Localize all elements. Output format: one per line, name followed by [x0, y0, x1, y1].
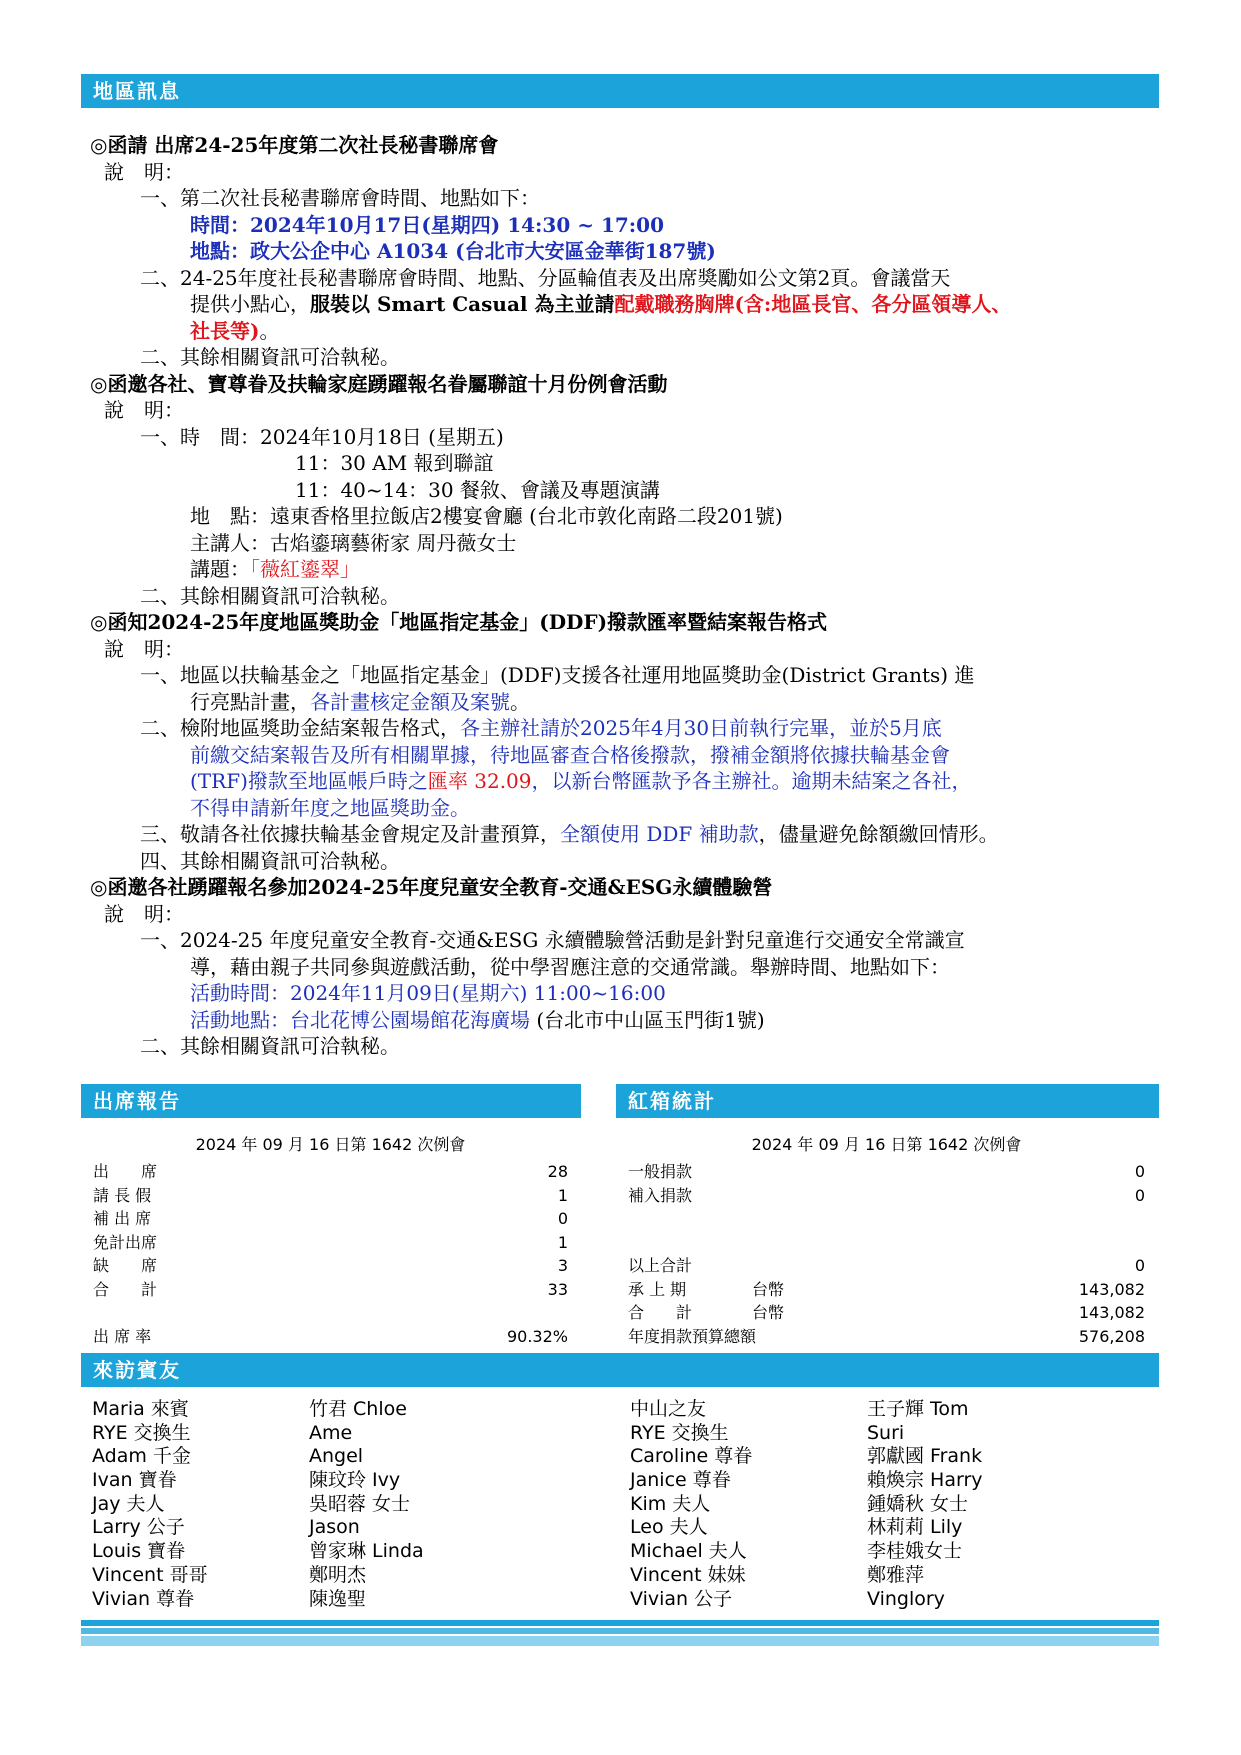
section-header-district: 地區訊息 — [81, 74, 1159, 108]
list-item: Kim 夫人 — [630, 1492, 711, 1515]
notice-text: 一、2024-25 年度兒童安全教育-交通&ESG 永續體驗營活動是針對兒童進行交通安全常識宣 — [140, 928, 965, 952]
notice-title: ◎函知2024-25年度地區獎助金「地區指定基金」(DDF)撥款匯率暨結案報告格式 — [90, 610, 828, 634]
list-item: 李桂娥女士 — [867, 1540, 963, 1563]
notice-text: 導，藉由親子共同參與遊戲活動，從中學習應注意的交通常識。舉辦時間、地點如下： — [190, 954, 950, 979]
notice-text: 一、時 間：2024年10月18日 (星期五) — [140, 424, 504, 449]
notice-text: 四、其餘相關資訊可洽執秘。 — [140, 848, 400, 873]
redbox-report — [628, 1130, 1145, 1348]
list-item: Vincent 哥哥 — [92, 1563, 208, 1586]
list-item: Larry 公子 — [92, 1516, 185, 1539]
notice-text: 前繳交結案報告及所有相關單據，待地區審查合格後撥款，撥補金額將依據扶輪基金會 — [190, 742, 950, 767]
attendance-rate-row: 出 席 率 90.32% — [93, 1326, 568, 1346]
notice-text: 二、其餘相關資訊可洽執秘。 — [140, 583, 400, 608]
notice-text: (TRF)撥款至地區帳戶時之匯率 32.09，以新台幣匯款予各主辦社。逾期未結案之各社， — [190, 769, 972, 793]
notice-title: ◎函請 出席24-25年度第二次社長秘書聯席會 — [90, 133, 499, 157]
explain-label: 說 明： — [104, 398, 184, 422]
meeting-label: 2024 年 09 月 16 日第 1642 次例會 — [751, 1135, 1022, 1154]
list-item: Angel — [309, 1445, 364, 1468]
notice-text: 一、第二次社長秘書聯席會時間、地點如下： — [140, 186, 540, 210]
list-item: 鄭明杰 — [309, 1563, 367, 1586]
stat-row: 缺 席 3 — [93, 1256, 568, 1275]
list-item: Vivian 公子 — [630, 1587, 733, 1610]
list-item: 賴煥宗 Harry — [867, 1469, 983, 1492]
notice-text: 三、敬請各社依據扶輪基金會規定及計畫預算，全額使用 DDF 補助款，儘量避免餘額繳回情形。 — [140, 822, 999, 846]
section-header-redbox: 紅箱統計 — [616, 1084, 1159, 1118]
notice-text: 不得申請新年度之地區獎助金。 — [190, 795, 470, 820]
stat-row: 補 出 席 0 — [93, 1209, 568, 1228]
attendance-report — [93, 1130, 568, 1348]
list-item: 鄭雅萍 — [867, 1563, 925, 1586]
notice-title: ◎函邀各社、寶尊眷及扶輪家庭踴躍報名眷屬聯誼十月份例會活動 — [90, 371, 668, 396]
list-item: Caroline 尊眷 — [630, 1445, 753, 1468]
event-place: 活動地點：台北花博公園場館花海廣場 (台北市中山區玉門街1號) — [190, 1007, 765, 1032]
meeting-time: 時間：2024年10月17日(星期四) 14:30 ~ 17:00 — [190, 212, 664, 237]
stat-row: 出 席 28 — [93, 1162, 568, 1181]
stat-row: 免計出席 1 — [93, 1232, 568, 1252]
list-item: 中山之友 — [630, 1398, 707, 1420]
footer-stripes — [81, 1620, 1159, 1646]
list-item: 陳逸聖 — [309, 1587, 367, 1610]
stat-row: 以上合計 0 — [628, 1256, 1145, 1275]
meeting-label: 2024 年 09 月 16 日第 1642 次例會 — [195, 1135, 466, 1154]
notice-text: 一、地區以扶輪基金之「地區指定基金」(DDF)支援各社運用地區獎助金(District Grants) 進 — [140, 663, 975, 687]
list-item: Ame — [309, 1421, 353, 1444]
notice-text: 社長等)。 — [190, 318, 280, 343]
explain-label: 說 明： — [104, 636, 184, 661]
list-item: 鍾嬌秋 女士 — [867, 1492, 969, 1515]
list-item: Louis 寶眷 — [92, 1540, 186, 1563]
list-item: Vinglory — [867, 1587, 945, 1610]
explain-label: 說 明： — [104, 901, 184, 926]
notice-text: 二、其餘相關資訊可洽執秘。 — [140, 1034, 400, 1058]
list-item: 陳玟玲 Ivy — [309, 1469, 401, 1492]
meeting-place: 地點：政大公企中心 A1034 (台北市大安區金華街187號) — [190, 239, 716, 263]
list-item: 王子輝 Tom — [867, 1398, 969, 1420]
list-item: Michael 夫人 — [630, 1540, 747, 1563]
list-item: Vivian 尊眷 — [92, 1587, 195, 1610]
notice-text: 提供小點心，服裝以 Smart Casual 為主並請配戴職務胸牌(含:地區長官、各分區領導人、 — [190, 292, 1012, 316]
stat-row: 請 長 假 1 — [93, 1185, 568, 1205]
stat-row: 一般捐款 0 — [628, 1162, 1145, 1181]
district-notices — [90, 132, 1160, 1060]
stat-row: 年度捐款預算總額 576,208 — [628, 1326, 1145, 1346]
explain-label: 說 明： — [104, 159, 184, 184]
list-item: Ivan 寶眷 — [92, 1469, 177, 1492]
list-item: Leo 夫人 — [630, 1516, 708, 1539]
list-item: 曾家琳 Linda — [309, 1540, 424, 1563]
stat-row: 補入捐款 0 — [628, 1185, 1145, 1205]
event-time: 活動時間：2024年11月09日(星期六) 11:00~16:00 — [190, 981, 666, 1005]
stat-row: 合 計 33 — [93, 1279, 568, 1299]
stat-row-spacer — [93, 1301, 568, 1325]
visitor-column — [867, 1398, 983, 1611]
visitor-column — [92, 1398, 208, 1611]
notice-text: 二、檢附地區獎助金結案報告格式，各主辦社請於2025年4月30日前執行完畢，並於5月底 — [140, 716, 942, 740]
list-item: 郭獻國 Frank — [867, 1445, 983, 1468]
notice-text: 地 點：遠東香格里拉飯店2樓宴會廳 (台北市敦化南路二段201號) — [190, 504, 783, 528]
notice-text: 講題：「薇紅鎏翠」 — [190, 557, 360, 581]
stat-row: 合 計 台幣 143,082 — [628, 1303, 1145, 1322]
list-item: Vincent 妹妹 — [630, 1563, 746, 1586]
visitor-list — [92, 1398, 1152, 1648]
list-item: Jay 夫人 — [92, 1492, 165, 1515]
list-item: Maria 來賓 — [92, 1398, 189, 1420]
list-item: 林莉莉 Lily — [867, 1516, 963, 1539]
list-item: 竹君 Chloe — [309, 1398, 407, 1420]
notice-text: 11：40~14：30 餐敘、會議及專題演講 — [295, 477, 660, 502]
list-item: Adam 千金 — [92, 1445, 191, 1468]
stat-row: 承 上 期 台幣 143,082 — [628, 1279, 1145, 1299]
stat-row-spacer — [628, 1231, 1145, 1255]
notice-text: 二、其餘相關資訊可洽執秘。 — [140, 345, 400, 369]
notice-title: ◎函邀各社踴躍報名參加2024-25年度兒童安全教育-交通&ESG永續體驗營 — [90, 875, 773, 899]
notice-text: 行亮點計畫，各計畫核定金額及案號。 — [190, 689, 530, 714]
list-item: Janice 尊眷 — [630, 1469, 731, 1492]
list-item: 吳昭蓉 女士 — [309, 1492, 411, 1515]
section-header-visitors: 來訪賓友 — [81, 1353, 1159, 1387]
notice-text: 11：30 AM 報到聯誼 — [295, 451, 494, 475]
section-header-attendance: 出席報告 — [81, 1084, 581, 1118]
list-item: Suri — [867, 1421, 905, 1444]
stat-row-spacer — [628, 1207, 1145, 1231]
notice-text: 二、24-25年度社長秘書聯席會時間、地點、分區輪值表及出席獎勵如公文第2頁。會議當天 — [140, 265, 951, 290]
list-item: RYE 交換生 — [92, 1421, 191, 1444]
visitor-column — [630, 1398, 752, 1611]
list-item: RYE 交換生 — [630, 1421, 729, 1444]
notice-text: 主講人：古焰鎏璃藝術家 周丹薇女士 — [190, 530, 517, 555]
list-item: Jason — [309, 1516, 360, 1539]
visitor-column — [309, 1398, 424, 1611]
